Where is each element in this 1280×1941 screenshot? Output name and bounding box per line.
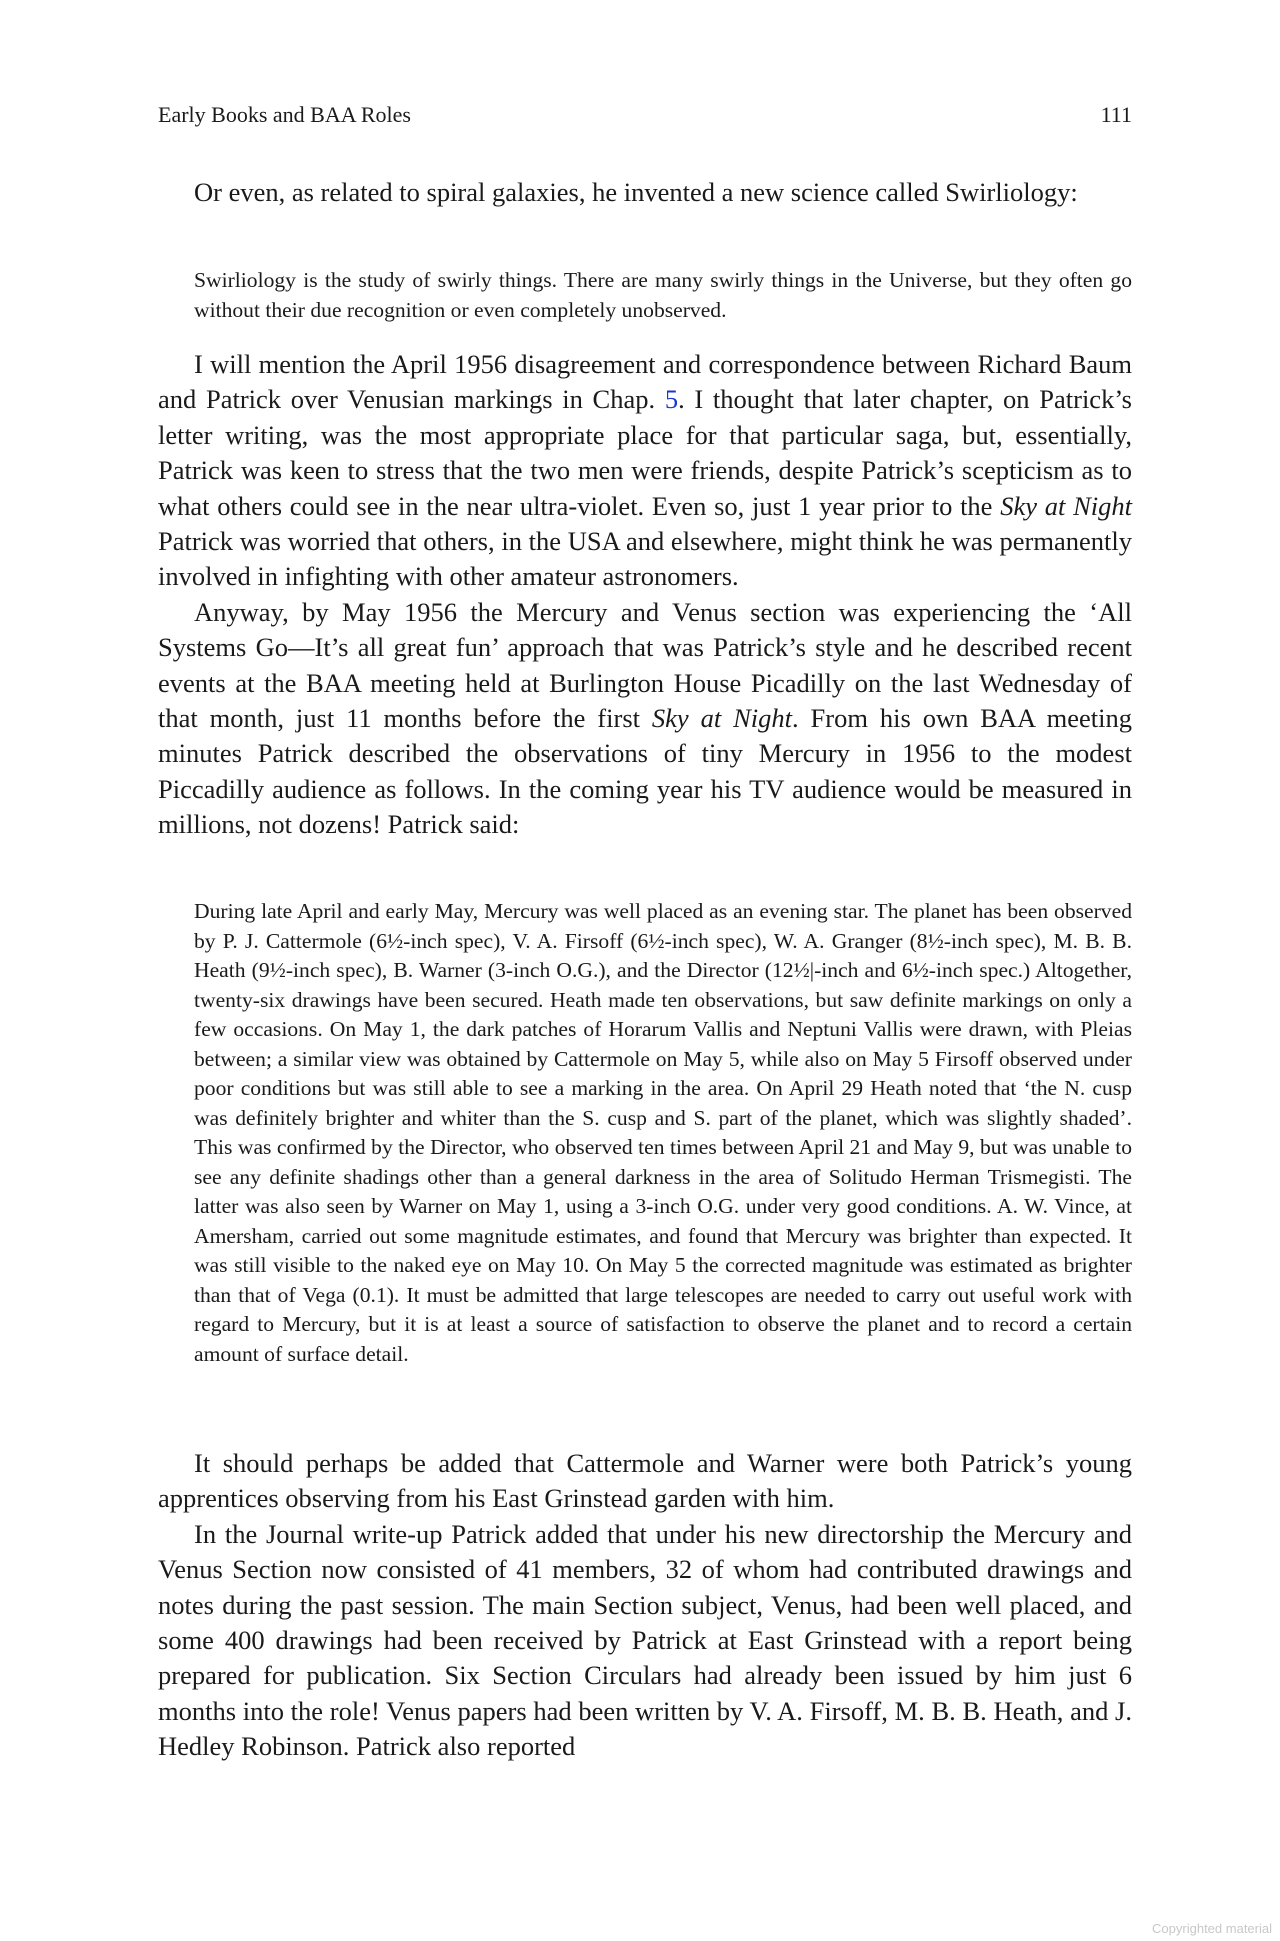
page-number: 111	[1100, 102, 1132, 127]
paragraph-group-3	[158, 1446, 1132, 1765]
text-segment: I will mention the April 1956 disagreement and correspondence between Richard Baum and Patrick over Venusian markings in Chap.	[158, 349, 1132, 415]
quote-text: Swirliology is the study of swirly things. There are many swirly things in the Universe, but they often go without their due recognition or even completely unobserved.	[194, 268, 1132, 322]
paragraph-swirliology-intro: Or even, as related to spiral galaxies, he invented a new science called Swirliology:	[194, 177, 1078, 207]
paragraph-group-1	[158, 175, 1132, 210]
paragraph-baum-disagreement	[158, 347, 1132, 595]
running-title: Early Books and BAA Roles	[158, 102, 411, 127]
text-segment: Anyway, by May 1956 the Mercury and Venus section was experiencing the ‘All Systems Go—It’s all great fun’ approach that was Patrick’s style and he described recent events at the BAA meeting held at Burlington House Picadilly on the last Wednesday of that month, just 11 months before the first	[158, 596, 1132, 734]
block-quote-mercury-report	[194, 897, 1132, 1369]
copyright-watermark: Copyrighted material	[1152, 1921, 1272, 1936]
chapter-5-link[interactable]: 5	[664, 384, 679, 415]
paragraph-may-1956	[158, 595, 1132, 843]
text-segment: . I thought that later chapter, on Patrick’s letter writing, was the most appropriate place for that particular saga, but, essentially, Patrick was keen to stress that the two men were friends, despite Patrick’s scepticism as to what others could see in the near ultra-violet. Even so, just 1 year prior to the	[158, 384, 1132, 521]
paragraph-group-2	[158, 347, 1132, 843]
italic-title: Sky at Night	[651, 703, 793, 734]
running-header	[158, 100, 1132, 130]
text-segment: . From his own BAA meeting minutes Patrick described the observations of tiny Mercury in 1956 to the modest Piccadilly audience as follows. In the coming year his TV audience would be measured in millions, not dozens! Patrick said:	[158, 703, 1132, 840]
quote-text: During late April and early May, Mercury was well placed as an evening star. The planet has been observed by P. J. Cattermole (6½-inch spec), V. A. Firsoff (6½-inch spec), W. A. Granger (8½-inch spec), M. B. B. Heath (9½-inch spec), B. Warner (3-inch O.G.), and the Director (12½|-inch and 6½-inch spec.) Altogether, twenty-six drawings have been secured. Heath made ten observations, but saw definite markings on only a few occasions. On May 1, the dark patches of Horarum Vallis and Neptuni Vallis were drawn, with Pleias between; a similar view was obtained by Cattermole on May 5, while also on May 5 Firsoff observed under poor conditions but was still able to see a marking in the area. On April 29 Heath noted that ‘the N. cusp was definitely brighter and whiter than the S. cusp and S. part of the planet, which was slightly shaded’. This was confirmed by the Director, who observed ten times between April 21 and May 9, but was unable to see any definite shadings other than a general darkness in the area of Solitudo Herman Trismegisti. The latter was also seen by Warner on May 1, using a 3-inch O.G. under very good conditions. A. W. Vince, at Amersham, carried out some magnitude estimates, and found that Mercury was brighter than expected. It was still visible to the naked eye on May 10. On May 5 the corrected magnitude was estimated as brighter than that of Vega (0.1). It must be admitted that large telescopes are needed to carry out useful work with regard to Mercury, but it is at least a source of satisfaction to observe the planet and to record a certain amount of surface detail.	[194, 899, 1132, 1366]
paragraph-apprentices: It should perhaps be added that Cattermole and Warner were both Patrick’s young apprentices observing from his East Grinstead garden with him.	[158, 1448, 1132, 1514]
text-segment: Patrick was worried that others, in the USA and elsewhere, might think he was permanently involved in infighting with other amateur astronomers.	[158, 526, 1132, 592]
block-quote-swirliology	[194, 266, 1132, 325]
italic-title: Sky at Night	[1000, 490, 1132, 521]
paragraph-journal-writeup: In the Journal write-up Patrick added that under his new directorship the Mercury and Venus Section now consisted of 41 members, 32 of whom had contributed drawings and notes during the past session. The main Section subject, Venus, had been well placed, and some 400 drawings had been received by Patrick at East Grinstead with a report being prepared for publication. Six Section Circulars had already been issued by him just 6 months into the role! Venus papers had been written by V. A. Firsoff, M. B. B. Heath, and J. Hedley Robinson. Patrick also reported	[158, 1518, 1132, 1762]
